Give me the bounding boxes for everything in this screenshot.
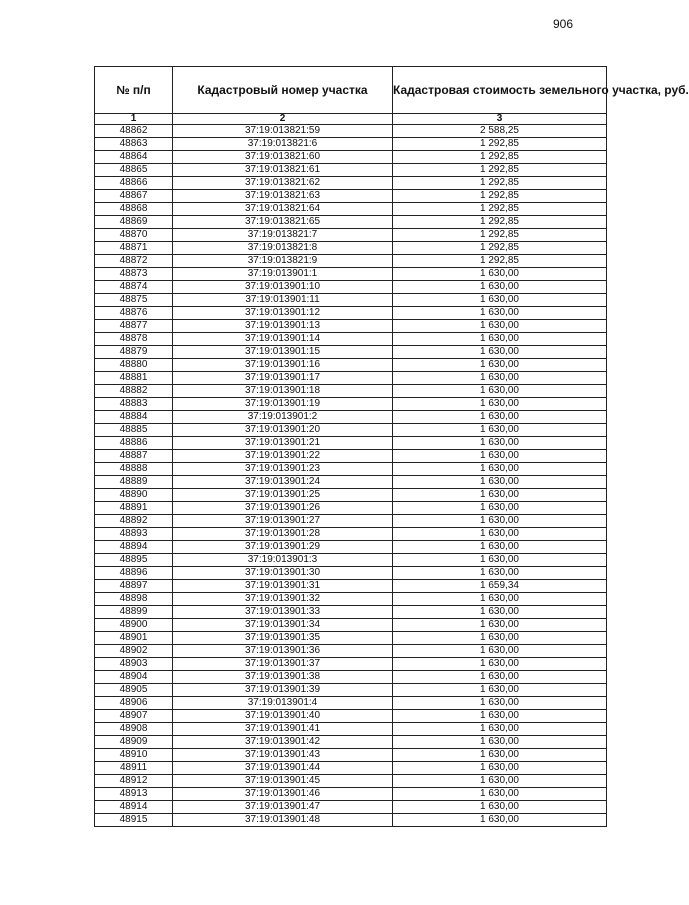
cadastral-value-cell: 1 630,00	[393, 281, 607, 294]
cadastral-value-cell: 1 630,00	[393, 450, 607, 463]
cadastral-number-cell: 37:19:013901:26	[173, 502, 393, 515]
cadastral-value-cell: 1 630,00	[393, 515, 607, 528]
cadastral-value-cell: 1 630,00	[393, 307, 607, 320]
row-number-cell: 48905	[95, 684, 173, 697]
cadastral-number-cell: 37:19:013901:14	[173, 333, 393, 346]
row-number-cell: 48912	[95, 775, 173, 788]
row-number-cell: 48874	[95, 281, 173, 294]
row-number-cell: 48902	[95, 645, 173, 658]
table-row	[95, 554, 607, 567]
row-number-cell: 48876	[95, 307, 173, 320]
table-row	[95, 450, 607, 463]
table-row	[95, 385, 607, 398]
row-number-cell: 48870	[95, 229, 173, 242]
row-number-cell: 48890	[95, 489, 173, 502]
table-row	[95, 541, 607, 554]
cadastral-number-cell: 37:19:013901:21	[173, 437, 393, 450]
cadastral-value-cell: 1 630,00	[393, 632, 607, 645]
cadastral-value-cell: 1 630,00	[393, 359, 607, 372]
cadastral-value-cell: 1 630,00	[393, 268, 607, 281]
row-number-cell: 48894	[95, 541, 173, 554]
table-row	[95, 203, 607, 216]
cadastral-number-cell: 37:19:013901:36	[173, 645, 393, 658]
row-number-cell: 48900	[95, 619, 173, 632]
cadastral-value-cell: 1 630,00	[393, 437, 607, 450]
cadastral-number-cell: 37:19:013901:20	[173, 424, 393, 437]
cadastral-value-cell: 1 630,00	[393, 489, 607, 502]
table-row	[95, 801, 607, 814]
cadastral-number-cell: 37:19:013901:40	[173, 710, 393, 723]
cadastral-value-cell: 1 292,85	[393, 164, 607, 177]
row-number-cell: 48871	[95, 242, 173, 255]
table-row	[95, 697, 607, 710]
cadastral-value-cell: 1 630,00	[393, 320, 607, 333]
cadastral-number-cell: 37:19:013901:37	[173, 658, 393, 671]
cadastral-number-cell: 37:19:013821:60	[173, 151, 393, 164]
table-row	[95, 658, 607, 671]
cadastral-value-cell: 1 630,00	[393, 541, 607, 554]
row-number-cell: 48881	[95, 372, 173, 385]
cadastral-number-cell: 37:19:013901:45	[173, 775, 393, 788]
table-row	[95, 424, 607, 437]
row-number-cell: 48909	[95, 736, 173, 749]
cadastral-value-cell: 1 292,85	[393, 229, 607, 242]
cadastral-number-cell: 37:19:013821:61	[173, 164, 393, 177]
table-row	[95, 177, 607, 190]
cadastral-value-cell: 1 630,00	[393, 476, 607, 489]
table-row	[95, 749, 607, 762]
row-number-cell: 48897	[95, 580, 173, 593]
table-row	[95, 814, 607, 827]
table-row	[95, 632, 607, 645]
cadastral-value-cell: 1 630,00	[393, 333, 607, 346]
table-header-row	[95, 67, 607, 114]
cadastral-number-cell: 37:19:013821:8	[173, 242, 393, 255]
cadastral-number-cell: 37:19:013901:34	[173, 619, 393, 632]
column-number-3: 3	[393, 114, 607, 125]
table-row	[95, 463, 607, 476]
table-row	[95, 164, 607, 177]
table-row	[95, 138, 607, 151]
cadastral-number-cell: 37:19:013901:11	[173, 294, 393, 307]
cadastral-value-cell: 1 630,00	[393, 606, 607, 619]
table-row	[95, 359, 607, 372]
cadastral-value-cell: 1 630,00	[393, 528, 607, 541]
cadastral-value-cell: 1 630,00	[393, 554, 607, 567]
cadastral-value-cell: 2 588,25	[393, 125, 607, 138]
cadastral-value-cell: 1 630,00	[393, 385, 607, 398]
cadastral-number-cell: 37:19:013901:41	[173, 723, 393, 736]
table-row	[95, 476, 607, 489]
row-number-cell: 48895	[95, 554, 173, 567]
header-row-number: № п/п	[95, 67, 173, 114]
column-number-1: 1	[95, 114, 173, 125]
table-row	[95, 437, 607, 450]
cadastral-number-cell: 37:19:013901:12	[173, 307, 393, 320]
cadastral-value-cell: 1 630,00	[393, 294, 607, 307]
cadastral-value-cell: 1 630,00	[393, 710, 607, 723]
cadastral-value-cell: 1 292,85	[393, 203, 607, 216]
cadastral-number-cell: 37:19:013901:18	[173, 385, 393, 398]
row-number-cell: 48904	[95, 671, 173, 684]
cadastral-number-cell: 37:19:013901:30	[173, 567, 393, 580]
row-number-cell: 48914	[95, 801, 173, 814]
row-number-cell: 48867	[95, 190, 173, 203]
row-number-cell: 48886	[95, 437, 173, 450]
cadastral-value-cell: 1 292,85	[393, 138, 607, 151]
row-number-cell: 48882	[95, 385, 173, 398]
table-row	[95, 268, 607, 281]
row-number-cell: 48884	[95, 411, 173, 424]
table-row	[95, 723, 607, 736]
table-row	[95, 671, 607, 684]
cadastral-number-cell: 37:19:013901:43	[173, 749, 393, 762]
column-number-row	[95, 114, 607, 125]
table-row	[95, 606, 607, 619]
cadastral-value-cell: 1 630,00	[393, 567, 607, 580]
cadastral-number-cell: 37:19:013821:9	[173, 255, 393, 268]
row-number-cell: 48878	[95, 333, 173, 346]
row-number-cell: 48910	[95, 749, 173, 762]
cadastral-value-cell: 1 292,85	[393, 177, 607, 190]
cadastral-number-cell: 37:19:013821:65	[173, 216, 393, 229]
table-row	[95, 255, 607, 268]
cadastral-number-cell: 37:19:013821:63	[173, 190, 393, 203]
cadastral-value-cell: 1 292,85	[393, 216, 607, 229]
cadastral-value-cell: 1 630,00	[393, 749, 607, 762]
cadastral-number-cell: 37:19:013901:33	[173, 606, 393, 619]
cadastral-number-cell: 37:19:013901:19	[173, 398, 393, 411]
cadastral-value-cell: 1 630,00	[393, 593, 607, 606]
row-number-cell: 48915	[95, 814, 173, 827]
cadastral-number-cell: 37:19:013901:44	[173, 762, 393, 775]
cadastral-number-cell: 37:19:013901:29	[173, 541, 393, 554]
table-row	[95, 489, 607, 502]
cadastral-value-cell: 1 630,00	[393, 801, 607, 814]
cadastral-value-cell: 1 630,00	[393, 424, 607, 437]
table-row	[95, 528, 607, 541]
cadastral-number-cell: 37:19:013901:17	[173, 372, 393, 385]
table-body	[95, 125, 607, 827]
cadastral-number-cell: 37:19:013821:64	[173, 203, 393, 216]
cadastral-value-cell: 1 630,00	[393, 372, 607, 385]
cadastral-number-cell: 37:19:013901:32	[173, 593, 393, 606]
row-number-cell: 48892	[95, 515, 173, 528]
cadastral-number-cell: 37:19:013901:3	[173, 554, 393, 567]
cadastral-number-cell: 37:19:013901:1	[173, 268, 393, 281]
table-row	[95, 307, 607, 320]
cadastral-value-cell: 1 630,00	[393, 346, 607, 359]
cadastral-number-cell: 37:19:013821:59	[173, 125, 393, 138]
cadastral-number-cell: 37:19:013901:22	[173, 450, 393, 463]
table-row	[95, 619, 607, 632]
cadastral-value-cell: 1 630,00	[393, 671, 607, 684]
cadastral-value-cell: 1 292,85	[393, 190, 607, 203]
cadastral-number-cell: 37:19:013901:24	[173, 476, 393, 489]
row-number-cell: 48880	[95, 359, 173, 372]
row-number-cell: 48868	[95, 203, 173, 216]
cadastral-value-cell: 1 630,00	[393, 762, 607, 775]
table-row	[95, 515, 607, 528]
table-row	[95, 151, 607, 164]
cadastral-number-cell: 37:19:013901:31	[173, 580, 393, 593]
table-row	[95, 346, 607, 359]
table-row	[95, 788, 607, 801]
row-number-cell: 48911	[95, 762, 173, 775]
table-row	[95, 190, 607, 203]
cadastral-value-cell: 1 630,00	[393, 658, 607, 671]
cadastral-number-cell: 37:19:013901:35	[173, 632, 393, 645]
table-row	[95, 411, 607, 424]
row-number-cell: 48873	[95, 268, 173, 281]
cadastral-value-cell: 1 630,00	[393, 736, 607, 749]
table-row	[95, 320, 607, 333]
cadastral-value-cell: 1 630,00	[393, 502, 607, 515]
cadastral-number-cell: 37:19:013821:7	[173, 229, 393, 242]
row-number-cell: 48908	[95, 723, 173, 736]
table-row	[95, 567, 607, 580]
table-row	[95, 125, 607, 138]
cadastral-value-cell: 1 630,00	[393, 398, 607, 411]
cadastral-value-cell: 1 630,00	[393, 814, 607, 827]
table-row	[95, 762, 607, 775]
row-number-cell: 48885	[95, 424, 173, 437]
row-number-cell: 48872	[95, 255, 173, 268]
table-row	[95, 593, 607, 606]
row-number-cell: 48888	[95, 463, 173, 476]
cadastral-number-cell: 37:19:013901:13	[173, 320, 393, 333]
row-number-cell: 48875	[95, 294, 173, 307]
table-row	[95, 242, 607, 255]
table-row	[95, 775, 607, 788]
cadastral-value-cell: 1 630,00	[393, 775, 607, 788]
row-number-cell: 48879	[95, 346, 173, 359]
header-cadastral-value: Кадастровая стоимость земельного участка, руб.	[393, 67, 607, 114]
table-row	[95, 645, 607, 658]
cadastral-number-cell: 37:19:013901:28	[173, 528, 393, 541]
cadastral-number-cell: 37:19:013901:42	[173, 736, 393, 749]
cadastral-number-cell: 37:19:013821:6	[173, 138, 393, 151]
row-number-cell: 48866	[95, 177, 173, 190]
cadastral-number-cell: 37:19:013821:62	[173, 177, 393, 190]
table-row	[95, 710, 607, 723]
cadastral-value-cell: 1 630,00	[393, 411, 607, 424]
cadastral-value-cell: 1 630,00	[393, 463, 607, 476]
row-number-cell: 48913	[95, 788, 173, 801]
cadastral-number-cell: 37:19:013901:38	[173, 671, 393, 684]
cadastral-number-cell: 37:19:013901:39	[173, 684, 393, 697]
cadastral-number-cell: 37:19:013901:2	[173, 411, 393, 424]
row-number-cell: 48903	[95, 658, 173, 671]
row-number-cell: 48864	[95, 151, 173, 164]
table-row	[95, 229, 607, 242]
table-row	[95, 281, 607, 294]
table-row	[95, 372, 607, 385]
table-row	[95, 684, 607, 697]
cadastral-value-table	[94, 66, 689, 827]
row-number-cell: 48889	[95, 476, 173, 489]
table-row	[95, 736, 607, 749]
row-number-cell: 48896	[95, 567, 173, 580]
table-row	[95, 502, 607, 515]
cadastral-value-cell: 1 630,00	[393, 645, 607, 658]
column-number-2: 2	[173, 114, 393, 125]
row-number-cell: 48899	[95, 606, 173, 619]
table-row	[95, 294, 607, 307]
header-cadastral-number: Кадастровый номер участка	[173, 67, 393, 114]
cadastral-value-cell: 1 630,00	[393, 788, 607, 801]
row-number-cell: 48898	[95, 593, 173, 606]
row-number-cell: 48887	[95, 450, 173, 463]
cadastral-value-cell: 1 659,34	[393, 580, 607, 593]
cadastral-value-cell: 1 630,00	[393, 619, 607, 632]
row-number-cell: 48865	[95, 164, 173, 177]
cadastral-value-cell: 1 292,85	[393, 242, 607, 255]
row-number-cell: 48901	[95, 632, 173, 645]
row-number-cell: 48883	[95, 398, 173, 411]
cadastral-value-cell: 1 630,00	[393, 697, 607, 710]
cadastral-number-cell: 37:19:013901:46	[173, 788, 393, 801]
cadastral-number-cell: 37:19:013901:16	[173, 359, 393, 372]
cadastral-number-cell: 37:19:013901:27	[173, 515, 393, 528]
row-number-cell: 48862	[95, 125, 173, 138]
cadastral-number-cell: 37:19:013901:10	[173, 281, 393, 294]
table-row	[95, 216, 607, 229]
page-number: 906	[553, 17, 574, 31]
row-number-cell: 48863	[95, 138, 173, 151]
table-row	[95, 580, 607, 593]
cadastral-value-cell: 1 292,85	[393, 255, 607, 268]
table-row	[95, 333, 607, 346]
cadastral-number-cell: 37:19:013901:25	[173, 489, 393, 502]
row-number-cell: 48869	[95, 216, 173, 229]
cadastral-value-cell: 1 630,00	[393, 723, 607, 736]
table-row	[95, 398, 607, 411]
row-number-cell: 48893	[95, 528, 173, 541]
cadastral-number-cell: 37:19:013901:47	[173, 801, 393, 814]
cadastral-number-cell: 37:19:013901:48	[173, 814, 393, 827]
cadastral-number-cell: 37:19:013901:4	[173, 697, 393, 710]
row-number-cell: 48891	[95, 502, 173, 515]
row-number-cell: 48906	[95, 697, 173, 710]
cadastral-number-cell: 37:19:013901:15	[173, 346, 393, 359]
cadastral-value-cell: 1 292,85	[393, 151, 607, 164]
row-number-cell: 48907	[95, 710, 173, 723]
cadastral-value-cell: 1 630,00	[393, 684, 607, 697]
row-number-cell: 48877	[95, 320, 173, 333]
cadastral-number-cell: 37:19:013901:23	[173, 463, 393, 476]
